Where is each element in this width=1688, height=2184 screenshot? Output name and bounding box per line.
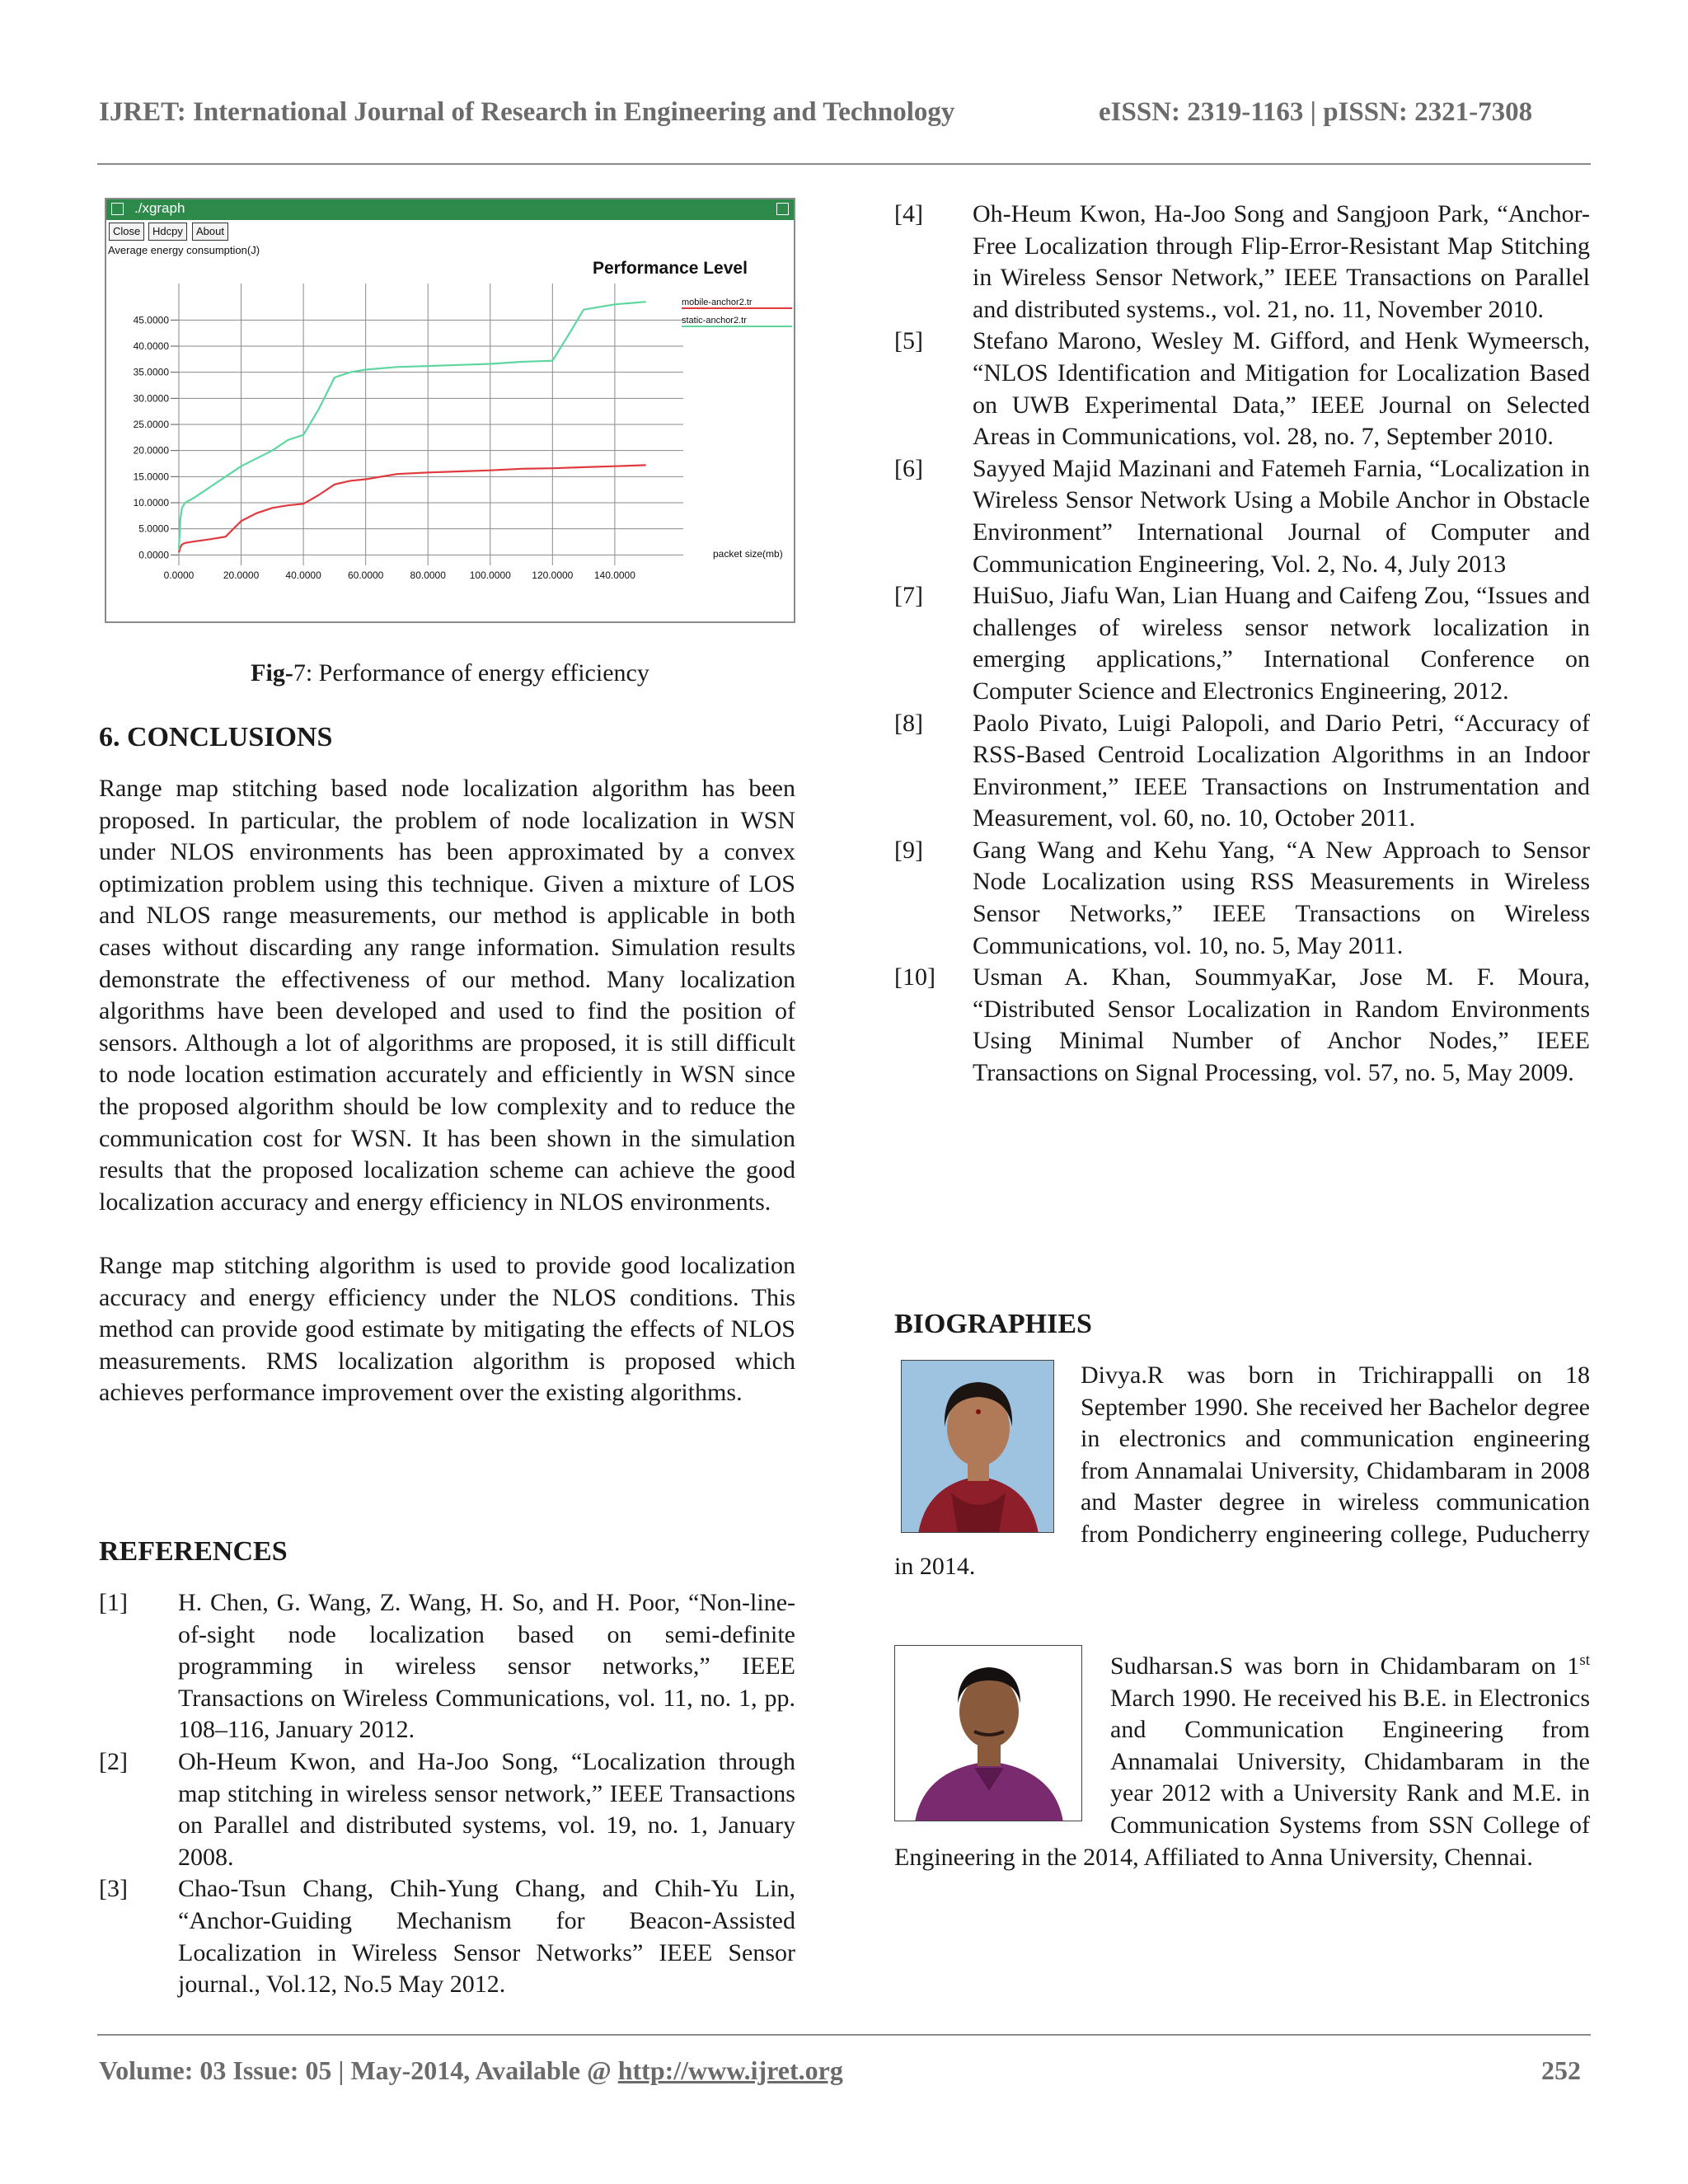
x-tick-label: 80.0000 [410, 569, 446, 581]
biography-2 [894, 1645, 1590, 1873]
author-photo-divya [901, 1360, 1054, 1533]
issn-text: eISSN: 2319-1163 | pISSN: 2321-7308 [1099, 97, 1533, 127]
footer-rule [97, 2034, 1591, 2036]
x-tick-label: 140.0000 [593, 569, 635, 581]
biography-2-text: Sudharsan.S was born in Chidambaram on 1st March 1990. He received his B.E. in Electronics and Communication Engineering from Annamalai University, Chidambaram in the year 2012 with a University Rank and M.E. in Communication Systems from SSN College of Engineering in the 2014, Affiliated to Anna University, Chennai. [894, 1652, 1590, 1871]
conclusions-paragraph-2: Range map stitching algorithm is used to provide good localization accuracy and energy efficiency under the NLOS conditions. This method can provide good estimate by mitigating the effects of NLOS measurements. RMS localization algorithm is proposed which achieves performance improvement over the existing algorithms. [99, 1251, 795, 1407]
y-tick-label: 45.0000 [133, 314, 169, 326]
series-line-mobile-anchor [179, 465, 646, 552]
reference-item: [10] Usman A. Khan, SoummyaKar, Jose M. F. Moura, “Distributed Sensor Localization in Random Environments Using Minimal Number of Anchor Nodes,” IEEE Transactions on Signal Processing, vol. 57, no. 5, May 2009. [894, 963, 1590, 1087]
y-tick-label: 25.0000 [133, 419, 169, 430]
reference-item: [7] HuiSuo, Jiafu Wan, Lian Huang and Caifeng Zou, “Issues and challenges of wireless sensor network localization in emerging applications,” International Conference on Computer Science and Electronics Engineering, 2012. [894, 582, 1590, 705]
y-tick-label: 30.0000 [133, 392, 169, 405]
about-button[interactable]: About [192, 223, 228, 241]
journal-link[interactable]: http://www.ijret.org [617, 2055, 843, 2085]
biography-1-text: Divya.R was born in Trichirappalli on 18 September 1990. She received her Bachelor degree in electronics and communication engineering from Annamalai University, Chidambaram in 2008 and Master degree in wireless communication from Pondicherry engineering college, Puducherry in 2014. [894, 1361, 1590, 1580]
xgraph-window [105, 198, 795, 623]
series-line-static-anchor [179, 302, 646, 550]
x-tick-label: 40.0000 [285, 569, 321, 581]
y-tick-label: 15.0000 [133, 471, 169, 483]
y-tick-label: 0.0000 [138, 549, 169, 561]
window-maximize-icon[interactable] [776, 203, 789, 215]
x-tick-label: 60.0000 [347, 569, 384, 581]
reference-item: [9] Gang Wang and Kehu Yang, “A New Approach to Sensor Node Localization using RSS Measurements in Wireless Sensor Networks,” IEEE Transactions on Wireless Communications, vol. 10, no. 5, May 2011. [894, 836, 1590, 959]
hardcopy-button[interactable]: Hdcpy [148, 223, 187, 241]
y-tick-label: 40.0000 [133, 340, 169, 352]
reference-item: [3] Chao-Tsun Chang, Chih-Yung Chang, and Chih-Yu Lin, “Anchor-Guiding Mechanism for Beacon-Assisted Localization in Wireless Sensor Networks” IEEE Sensor journal., Vol.12, No.5 May 2012. [99, 1875, 795, 1999]
biographies-heading: BIOGRAPHIES [894, 1309, 1092, 1339]
y-tick-label: 35.0000 [133, 366, 169, 378]
x-tick-label: 20.0000 [223, 569, 260, 581]
conclusions-body [99, 773, 795, 1409]
x-tick-label: 100.0000 [469, 569, 511, 581]
conclusions-heading: 6. CONCLUSIONS [99, 722, 333, 752]
x-tick-label: 120.0000 [532, 569, 574, 581]
conclusions-paragraph-1: Range map stitching based node localization algorithm has been proposed. In particular, the problem of node localization in WSN under NLOS environments has been approximated by a convex optimization problem using this technique. Given a mixture of LOS and NLOS range measurements, our method is applicable in both cases without discarding any range information. Simulation results demonstrate the effectiveness of our method. Many localization algorithms have been developed and used to find the position of sensors. Although a lot of algorithms are proposed, it is still difficult to node location estimation accurately and efficiently in WSN since the proposed algorithm should be low complexity and to reduce the communication cost for WSN. It has been shown in the simulation results that the proposed localization scheme can achieve the good localization accuracy and energy efficiency in NLOS environments. [99, 775, 795, 1216]
page-number: 252 [1541, 2055, 1581, 2085]
figure-caption: Fig-7: Performance of energy efficiency [251, 659, 649, 687]
energy-chart [106, 242, 794, 623]
biography-1 [894, 1360, 1590, 1582]
window-title: ./xgraph [134, 200, 185, 216]
x-axis-label: packet size(mb) [713, 548, 783, 560]
y-tick-label: 5.0000 [138, 523, 169, 535]
x-tick-label: 0.0000 [163, 569, 195, 581]
references-left [99, 1587, 795, 2001]
chart-title: Performance Level [593, 259, 748, 278]
window-titlebar [106, 199, 794, 220]
reference-item: [6] Sayyed Majid Mazinani and Fatemeh Farnia, “Localization in Wireless Sensor Network Using a Mobile Anchor in Obstacle Environment” International Journal of Computer and Communication Engineering, Vol. 2, No. 4, July 2013 [894, 454, 1590, 578]
reference-item: [8] Paolo Pivato, Luigi Palopoli, and Dario Petri, “Accuracy of RSS-Based Centroid Localization Algorithms in an Indoor Environment,” IEEE Transactions on Instrumentation and Measurement, vol. 60, no. 10, October 2011. [894, 709, 1590, 832]
journal-title: IJRET: International Journal of Research in Engineering and Technology [99, 97, 955, 127]
reference-item: [4] Oh-Heum Kwon, Ha-Joo Song and Sangjoon Park, “Anchor-Free Localization through Flip-Error-Resistant Map Stitching in Wireless Sensor Network,” IEEE Transactions on Parallel and distributed systems., vol. 21, no. 11, November 2010. [894, 200, 1590, 323]
close-button[interactable]: Close [109, 223, 144, 241]
header-rule [97, 163, 1591, 165]
reference-item: [2] Oh-Heum Kwon, and Ha-Joo Song, “Localization through map stitching in wireless sensor network,” IEEE Transactions on Parallel and distributed systems, vol. 19, no. 1, January 2008. [99, 1747, 795, 1871]
footer-volume: Volume: 03 Issue: 05 | May-2014, Available @ http://www.ijret.org [99, 2055, 843, 2085]
references-right [894, 199, 1590, 1090]
y-tick-label: 10.0000 [133, 497, 169, 509]
window-menu-icon[interactable] [111, 203, 124, 215]
legend-label: mobile-anchor2.tr [682, 298, 753, 307]
y-axis-label: Average energy consumption(J) [108, 244, 260, 256]
reference-item: [5] Stefano Marono, Wesley M. Gifford, and Henk Wymeersch, “NLOS Identification and Mitigation for Localization Based on UWB Experimental Data,” IEEE Journal on Selected Areas in Communications, vol. 28, no. 7, September 2010. [894, 327, 1590, 451]
reference-item: [1] H. Chen, G. Wang, Z. Wang, H. So, and H. Poor, “Non-line-of-sight node localization based on semi-definite programming in wireless sensor networks,” IEEE Transactions on Wireless Communications, vol. 11, no. 1, pp. 108–116, January 2012. [99, 1589, 795, 1744]
y-tick-label: 20.0000 [133, 444, 169, 457]
legend-label: static-anchor2.tr [682, 316, 747, 326]
references-heading: REFERENCES [99, 1536, 288, 1567]
author-photo-sudharsan [894, 1645, 1082, 1821]
